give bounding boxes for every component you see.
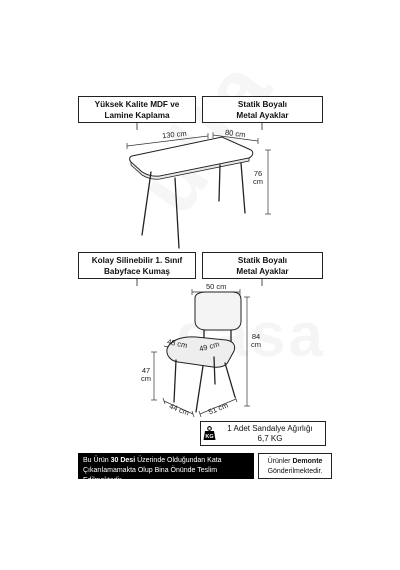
chair-seat-width-text: 49 cm [198, 339, 221, 354]
delivery-info-line2: Çıkarılamamakta Olup Bina Önünde Teslim Edilmektedir. [83, 467, 218, 484]
assembly-info-box [258, 453, 332, 479]
table-material-line2: Lamine Kaplama [104, 110, 170, 120]
chair-seat-height-dimension [151, 352, 157, 400]
chair-backrest [195, 292, 241, 330]
delivery-info-prefix: Bu Ürün [83, 457, 111, 464]
chair-legs-line2: Metal Ayaklar [236, 266, 289, 276]
chair-seat-height-unit: cm [141, 374, 151, 383]
assembly-info-bold: Demonte [292, 458, 323, 465]
table-material-line1: Yüksek Kalite MDF ve [94, 99, 180, 109]
chair-total-height-value: 84 [251, 332, 261, 341]
weight-line2: 6,7 KG [257, 433, 283, 443]
assembly-info-prefix: Ürünler [267, 458, 293, 465]
assembly-info-line2: Gönderilmektedir. [267, 468, 323, 475]
delivery-info-bold: 30 Desi [110, 457, 136, 464]
chair-total-height-text [251, 333, 261, 349]
delivery-info-box [78, 453, 254, 484]
chair-back-width-text: 50 cm [206, 282, 227, 291]
chair-fabric-line1: Kolay Silinebilir 1. Sınıf [91, 255, 183, 265]
table-legs-line2: Metal Ayaklar [236, 110, 289, 120]
weight-kg-icon [203, 426, 216, 441]
table-legs-line1: Statik Boyalı [237, 99, 288, 109]
chair-seat-depth-text: 48 cm [166, 336, 189, 351]
chair-seat-height-text [141, 367, 151, 383]
chair-total-height-dimension [244, 297, 250, 406]
chair-fabric-label [78, 252, 196, 279]
chair-fabric-line2: Babyface Kumaş [104, 266, 170, 276]
assembly-info-line1 [263, 457, 327, 467]
delivery-info-suffix: Üzerinde Olduğundan Kata [135, 457, 222, 464]
table-length-text: 130 cm [161, 128, 188, 141]
table-height-text [253, 170, 263, 186]
chair-legs-label [202, 252, 323, 279]
table-height-unit: cm [253, 177, 263, 186]
chair-base-width-text: 51 cm [207, 400, 230, 417]
table-height-value: 76 [253, 169, 263, 178]
chair-total-height-unit: cm [251, 340, 261, 349]
weight-line1: 1 Adet Sandalye Ağırlığı [227, 423, 313, 433]
table-height-dimension [265, 150, 271, 214]
chair-base-depth-text: 44 cm [168, 401, 191, 418]
chair-weight-box [200, 421, 326, 446]
kg-icon-label: KG [205, 434, 214, 441]
table-width-text: 80 cm [224, 127, 246, 140]
delivery-info-line1 [83, 456, 249, 466]
chair-legs-line1: Statik Boyalı [237, 255, 288, 265]
chair-seat-height-value: 47 [141, 366, 151, 375]
